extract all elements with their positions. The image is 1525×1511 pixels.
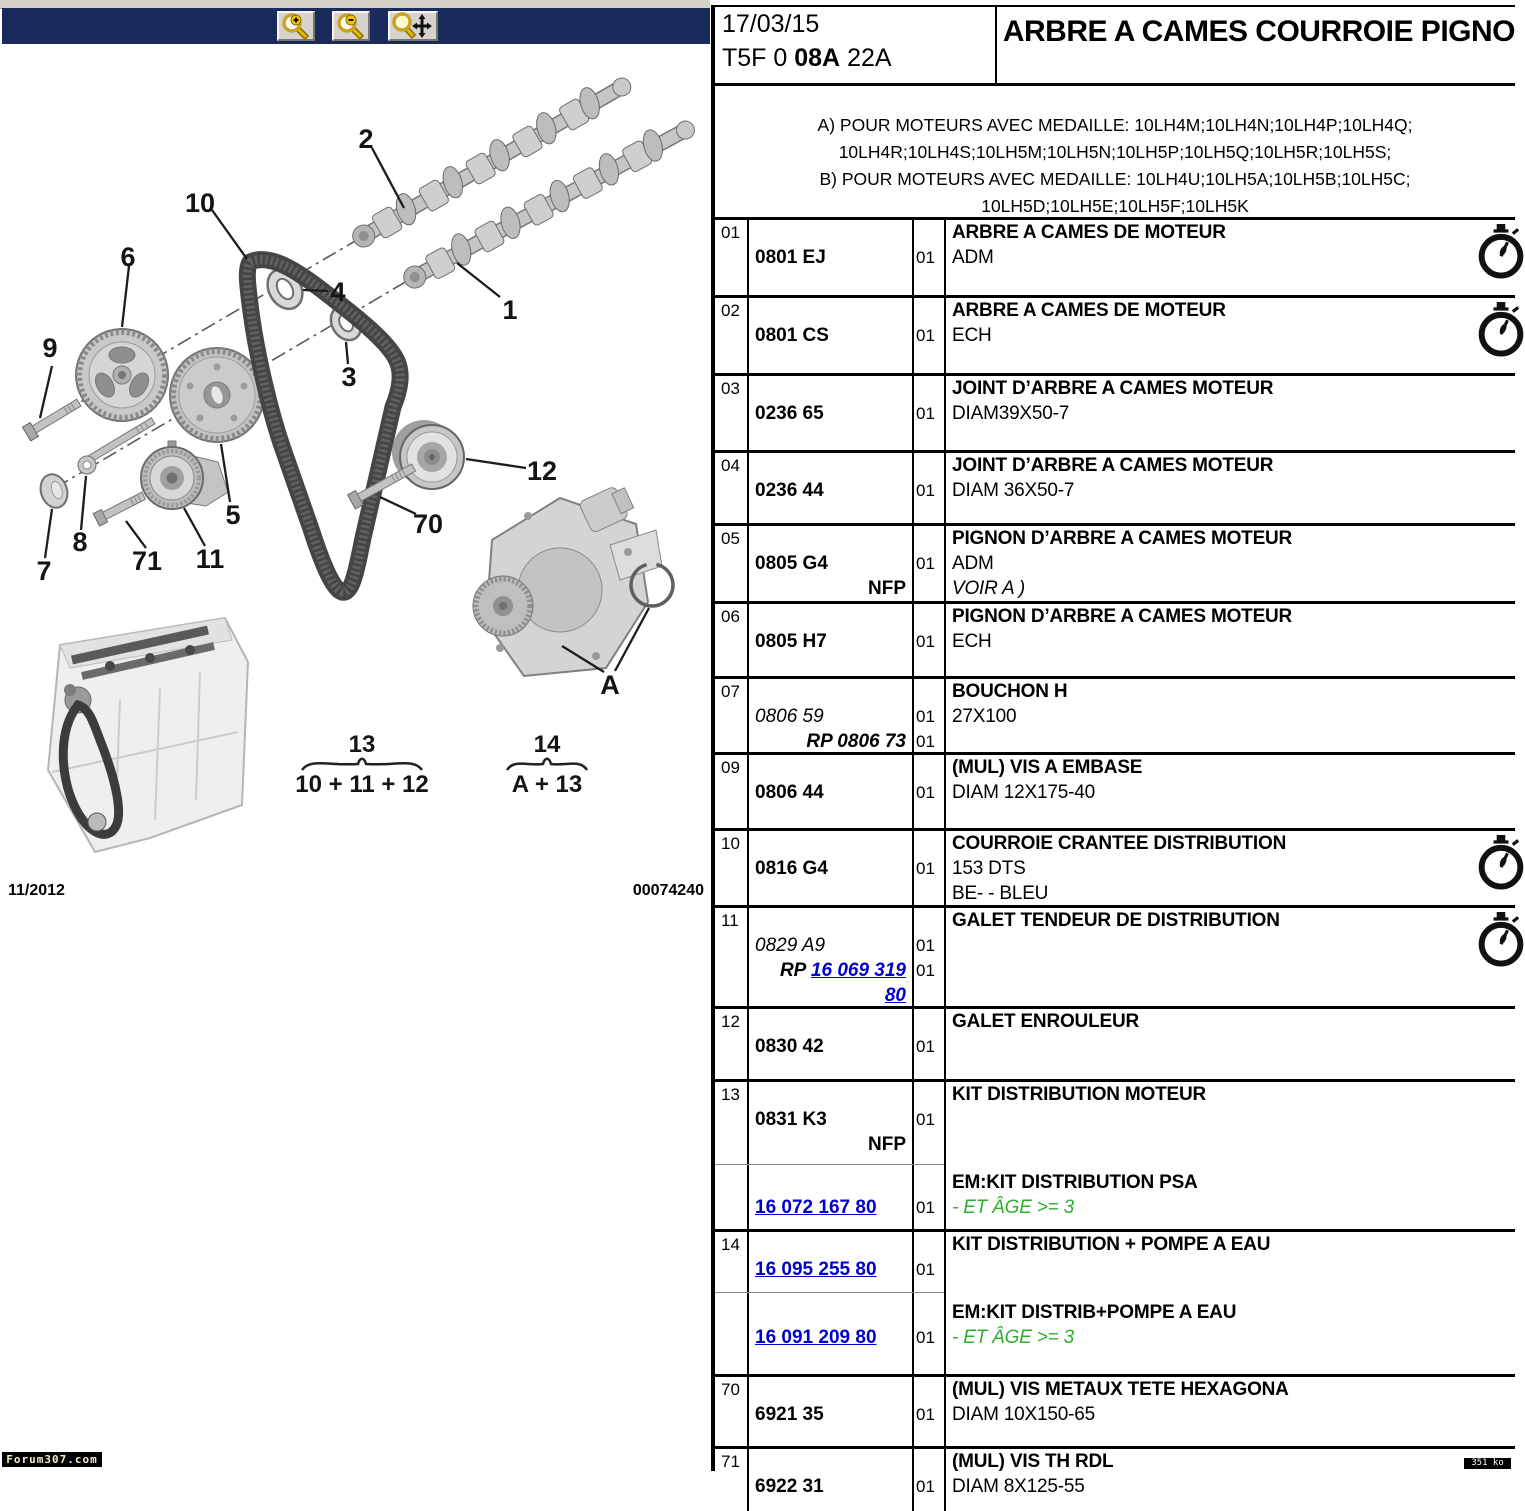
row-index [715,1402,747,1427]
part-qty [912,1170,944,1195]
part-desc: 27X100 [952,706,1017,727]
column-divider [912,1232,914,1374]
engine-block [48,618,248,852]
row-index [715,1300,747,1325]
callout-label: 71 [131,546,163,576]
column-divider [747,679,749,752]
part-qty [912,1132,944,1157]
table-row [715,295,1515,373]
column-divider [944,679,946,752]
parts-rows [715,220,1515,1511]
column-divider [747,1009,749,1079]
row-index [715,958,747,983]
header-meta [715,7,997,83]
column-divider [944,376,946,450]
part-qty [912,755,944,780]
part-qty: 01 [916,1328,935,1347]
column-divider [912,453,914,523]
stopwatch-icon [1477,912,1525,970]
callout-label: 11 [195,544,225,574]
part-desc [944,958,1515,983]
part-qty [912,576,944,601]
part-qty: 01 [916,1477,935,1496]
diagram-revision-date: 11/2012 [8,882,65,899]
part-qty [912,453,944,478]
column-divider [747,1377,749,1446]
table-row [715,1374,1515,1446]
row-index [715,881,747,906]
part-desc: GALET TENDEUR DE DISTRIBUTION [952,910,1280,931]
column-divider [747,755,749,828]
part-desc: JOINT D’ARBRE A CAMES MOTEUR [952,378,1274,399]
column-divider [944,755,946,828]
sub-row-divider [715,1292,944,1293]
bolt-9 [22,396,83,441]
part-qty: 01 [916,859,935,878]
part-ref [747,1377,912,1402]
row-index [715,933,747,958]
tensioner-pulley-11 [141,441,228,509]
part-qty [912,376,944,401]
part-desc: EM:KIT DISTRIBUTION PSA [952,1172,1198,1193]
part-desc: COURROIE CRANTEE DISTRIBUTION [952,833,1287,854]
stopwatch-icon [1477,302,1525,360]
row-index: 09 [721,758,740,777]
part-ref: 0830 42 [755,1036,824,1057]
column-divider [747,1082,749,1229]
part-ref: 0805 G4 [755,553,828,574]
callout-label: A [600,670,620,700]
zoom-out-icon [334,13,368,39]
group-13-formula: 10 + 11 + 12 [295,771,429,798]
part-ref: 0236 65 [755,403,824,424]
row-index [715,1132,747,1157]
part-desc: - ET ÂGE >= 3 [952,1197,1075,1218]
stud-bolt [86,418,155,463]
column-divider [944,453,946,523]
row-index [715,478,747,503]
callout-label: 7 [36,556,52,586]
column-divider [912,298,914,373]
part-qty [912,1300,944,1325]
part-qty [912,1082,944,1107]
part-desc: ARBRE A CAMES DE MOTEUR [952,300,1226,321]
note-line: 10LH5D;10LH5E;10LH5F;10LH5K [981,196,1249,216]
row-index [715,704,747,729]
row-index: 07 [721,682,740,701]
zoom-pan-icon [390,13,436,39]
table-row [715,1079,1515,1229]
group-13-label: 13 [348,731,376,758]
part-qty: 01 [916,732,935,751]
part-ref [747,220,912,245]
part-qty: 01 [916,1260,935,1279]
part-ref [747,376,912,401]
part-desc: KIT DISTRIBUTION MOTEUR [952,1084,1206,1105]
part-ref: 0829 A9 [755,935,826,956]
catalog-code [722,44,995,73]
part-qty: 01 [916,554,935,573]
zoom-in-button[interactable] [277,11,315,41]
column-divider [912,831,914,905]
cam-sprocket-6 [76,329,168,421]
group-14-formula: A + 13 [511,771,583,798]
part-qty: 01 [916,1037,935,1056]
part-desc: GALET ENROULEUR [952,1011,1140,1032]
column-divider [747,220,749,295]
column-divider [912,604,914,676]
part-ref [747,298,912,323]
part-qty [912,831,944,856]
callout-label: 3 [341,362,357,392]
part-ref: 0816 G4 [755,858,828,879]
row-index [715,1034,747,1059]
part-desc: DIAM 12X175-40 [952,782,1095,803]
row-index: 13 [721,1085,740,1104]
column-divider [944,1232,946,1374]
column-divider [944,604,946,676]
column-divider [944,908,946,1006]
row-index [715,1107,747,1132]
part-desc: DIAM 10X150-65 [952,1404,1095,1425]
row-index [715,983,747,1008]
part-ref [747,679,912,704]
callout-label: 70 [412,509,444,539]
part-desc: DIAM 36X50-7 [952,480,1075,501]
callout-label: 12 [526,456,558,486]
part-desc [944,983,1515,1008]
row-index [715,576,747,601]
part-ref [747,755,912,780]
part-qty [912,1232,944,1257]
table-row [715,828,1515,905]
part-link[interactable]: 16 095 255 80 [755,1259,877,1280]
bolt-71 [93,490,147,527]
part-desc: DIAM39X50-7 [952,403,1070,424]
part-ref [747,881,912,906]
part-desc [944,1132,1515,1157]
table-row [715,450,1515,523]
timing-belt [247,260,400,593]
zoom-in-icon [279,13,313,39]
code-prefix: T5F 0 [722,44,795,72]
part-desc: KIT DISTRIBUTION + POMPE A EAU [952,1234,1271,1255]
column-divider [747,908,749,1006]
callout-label: 1 [502,295,518,325]
sub-row-divider [715,1164,944,1165]
row-index [715,1474,747,1499]
note-line: B) POUR MOTEURS AVEC MEDAILLE: 10LH4U;10LH5A;10LH5B;10LH5C; [819,169,1411,189]
part-desc: ADM [952,553,994,574]
part-ref [747,1009,912,1034]
part-qty [912,679,944,704]
table-row [715,1446,1515,1511]
row-index: 01 [721,223,740,242]
table-row [715,1229,1515,1374]
part-link[interactable]: 16 069 319 [810,960,906,981]
column-divider [912,376,914,450]
column-divider [912,526,914,601]
column-divider [747,298,749,373]
table-row [715,220,1515,295]
part-qty [912,298,944,323]
column-divider [944,298,946,373]
part-qty: 01 [916,1110,935,1129]
row-index: 70 [721,1380,740,1399]
part-desc: BE- - BLEU [952,883,1049,904]
row-index [715,1257,747,1282]
engine-notes [715,86,1515,220]
column-divider [747,831,749,905]
row-index [715,856,747,881]
part-ref: 0236 44 [755,480,824,501]
part-desc: (MUL) VIS A EMBASE [952,757,1143,778]
catalog-date: 17/03/15 [722,10,820,38]
part-ref: 0805 H7 [755,631,827,652]
part-ref [747,831,912,856]
part-ref [747,1257,912,1282]
part-ref: 0801 CS [755,325,829,346]
row-index [715,401,747,426]
part-ref [747,1325,912,1350]
part-desc [944,1034,1515,1059]
part-qty: 01 [916,632,935,651]
row-index [715,245,747,270]
part-qty [912,1377,944,1402]
part-desc: EM:KIT DISTRIB+POMPE A EAU [952,1302,1237,1323]
part-ref: 6922 31 [755,1476,824,1497]
column-divider [747,604,749,676]
part-link[interactable]: 16 072 167 80 [755,1197,877,1218]
row-index [715,323,747,348]
column-divider [912,220,914,295]
row-index: 05 [721,529,740,548]
row-index [715,629,747,654]
row-index [715,729,747,754]
table-row [715,905,1515,1006]
part-desc: BOUCHON H [952,681,1068,702]
column-divider [944,1377,946,1446]
note-line: 10LH4R;10LH4S;10LH5M;10LH5N;10LH5P;10LH5Q;10LH5R;10LH5S; [838,142,1392,162]
part-desc: - ET ÂGE >= 3 [952,1327,1075,1348]
part-desc: 153 DTS [952,858,1026,879]
column-divider [944,831,946,905]
part-desc: VOIR A ) [952,578,1025,599]
row-index: 06 [721,607,740,626]
row-index: 12 [721,1012,740,1031]
column-divider [944,1449,946,1511]
part-ref [747,908,912,933]
row-index [715,1325,747,1350]
part-ref: RP 0806 73 [806,731,906,752]
callout-label: 5 [225,500,241,530]
column-divider [944,526,946,601]
part-desc [944,1257,1515,1282]
part-qty: 01 [916,961,935,980]
row-index: 10 [721,834,740,853]
part-desc: JOINT D’ARBRE A CAMES MOTEUR [952,455,1274,476]
part-link[interactable]: 80 [884,985,906,1006]
callout-label: 6 [120,242,136,272]
part-ref: NFP [868,1134,906,1155]
part-desc: ECH [952,325,992,346]
table-row [715,373,1515,450]
column-divider [912,755,914,828]
column-divider [912,908,914,1006]
code-section: 08A [794,44,841,72]
column-divider [944,1009,946,1079]
row-index [715,551,747,576]
diagram-figure-number: 00074240 [632,882,704,899]
part-ref [747,453,912,478]
column-divider [944,220,946,295]
column-divider [747,526,749,601]
row-index: 14 [721,1235,740,1254]
part-desc: ADM [952,247,994,268]
part-ref [747,526,912,551]
part-desc: ARBRE A CAMES DE MOTEUR [952,222,1226,243]
exploded-parts-diagram [0,0,710,1469]
part-qty: 01 [916,481,935,500]
part-desc [944,729,1515,754]
column-divider [747,1449,749,1511]
part-desc: PIGNON D’ARBRE A CAMES MOTEUR [952,606,1293,627]
stopwatch-icon [1477,224,1525,282]
part-qty [912,220,944,245]
part-ref [747,983,912,1008]
column-divider [912,1009,914,1079]
part-qty: 01 [916,1405,935,1424]
part-ref [747,1170,912,1195]
part-ref: 6921 35 [755,1404,824,1425]
row-index [715,780,747,805]
part-qty: 01 [916,404,935,423]
table-row [715,752,1515,828]
part-desc: (MUL) VIS METAUX TETE HEXAGONA [952,1379,1289,1400]
table-row [715,523,1515,601]
part-qty [912,526,944,551]
column-divider [747,453,749,523]
row-index: 04 [721,456,740,475]
part-qty [912,1009,944,1034]
part-desc: (MUL) VIS TH RDL [952,1451,1114,1472]
part-qty: 01 [916,783,935,802]
page-title: ARBRE A CAMES COURROIE PIGNO [1002,15,1515,48]
zoom-toolbar [2,8,710,44]
part-desc: ECH [952,631,992,652]
part-qty [912,881,944,906]
part-qty: 01 [916,248,935,267]
callout-label: 4 [330,277,346,307]
water-pump [473,482,662,676]
note-line: A) POUR MOTEURS AVEC MEDAILLE: 10LH4M;10LH4N;10LH4P;10LH4Q; [817,115,1413,135]
part-ref: 0806 44 [755,782,824,803]
column-divider [747,376,749,450]
group-braces [302,759,587,770]
group-14-label: 14 [533,731,561,758]
part-ref: 0806 59 [755,706,824,727]
table-row [715,676,1515,752]
vvt-sprocket-5 [170,348,264,442]
part-desc [944,1107,1515,1132]
part-qty [912,908,944,933]
part-qty [912,1449,944,1474]
row-index: 11 [721,911,739,930]
callout-label: 2 [358,124,374,154]
part-qty: 01 [916,936,935,955]
part-ref: 0831 K3 [755,1109,827,1130]
stopwatch-icon [1477,835,1525,893]
zoom-pan-button[interactable] [388,11,438,41]
column-divider [912,1082,914,1229]
code-suffix: 22A [840,44,892,72]
part-qty: 01 [916,326,935,345]
column-divider [912,1377,914,1446]
row-index [715,1195,747,1220]
part-ref: 0801 EJ [755,247,826,268]
part-qty [912,604,944,629]
callout-label: 9 [42,333,58,363]
cap-7 [36,471,71,511]
part-desc: DIAM 8X125-55 [952,1476,1085,1497]
part-ref [747,1300,912,1325]
washer-8 [78,456,96,474]
column-divider [747,1232,749,1374]
column-divider [912,1449,914,1511]
part-ref: RP 16 069 319 [779,960,906,981]
part-qty [912,983,944,1008]
part-qty: 01 [916,707,935,726]
column-divider [944,1082,946,1229]
part-desc [944,933,1515,958]
callout-label: 10 [184,188,216,218]
table-row [715,1006,1515,1079]
idler-pulley-12 [392,420,464,489]
row-index: 71 [721,1452,740,1471]
part-ref [747,1195,912,1220]
part-qty: 01 [916,1198,935,1217]
part-ref [747,1082,912,1107]
callout-label: 8 [72,527,88,557]
part-ref [747,604,912,629]
part-ref: NFP [868,578,906,599]
part-ref [747,1449,912,1474]
row-index [715,1170,747,1195]
row-index: 02 [721,301,740,320]
zoom-out-button[interactable] [332,11,370,41]
part-link[interactable]: 16 091 209 80 [755,1327,877,1348]
column-divider [912,679,914,752]
parts-table [711,5,1515,1497]
watermark-badge: Forum307.com [2,1452,102,1467]
table-header [715,7,1515,86]
file-size-badge: 351 ko [1464,1458,1511,1469]
part-desc: PIGNON D’ARBRE A CAMES MOTEUR [952,528,1293,549]
row-index: 03 [721,379,740,398]
part-ref [747,1232,912,1257]
table-row [715,601,1515,676]
